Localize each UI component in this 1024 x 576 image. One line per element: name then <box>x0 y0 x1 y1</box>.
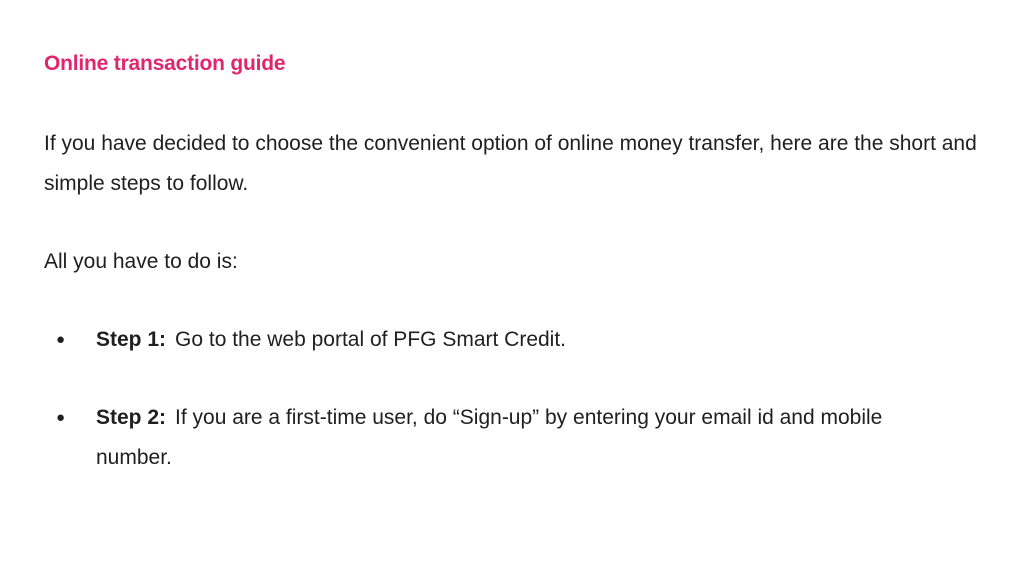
page-title: Online transaction guide <box>44 52 286 75</box>
step-label: Step 1: <box>96 328 167 351</box>
step-item-1 <box>0 320 956 360</box>
bullet-icon: ● <box>56 409 66 426</box>
bullet-icon: ● <box>56 331 66 348</box>
lead-sentence: All you have to do is: <box>44 250 238 273</box>
step-label: Step 2: <box>96 406 167 429</box>
steps-list <box>0 320 1024 516</box>
step-text: If you are a first-time user, do “Sign-up” by entering your email id and mobile number. <box>96 406 883 469</box>
intro-paragraph: If you have decided to choose the convenient option of online money transfer, here are the short and simple steps to follow. <box>44 132 977 195</box>
step-item-2 <box>0 398 956 478</box>
step-text: Go to the web portal of PFG Smart Credit. <box>175 328 567 351</box>
